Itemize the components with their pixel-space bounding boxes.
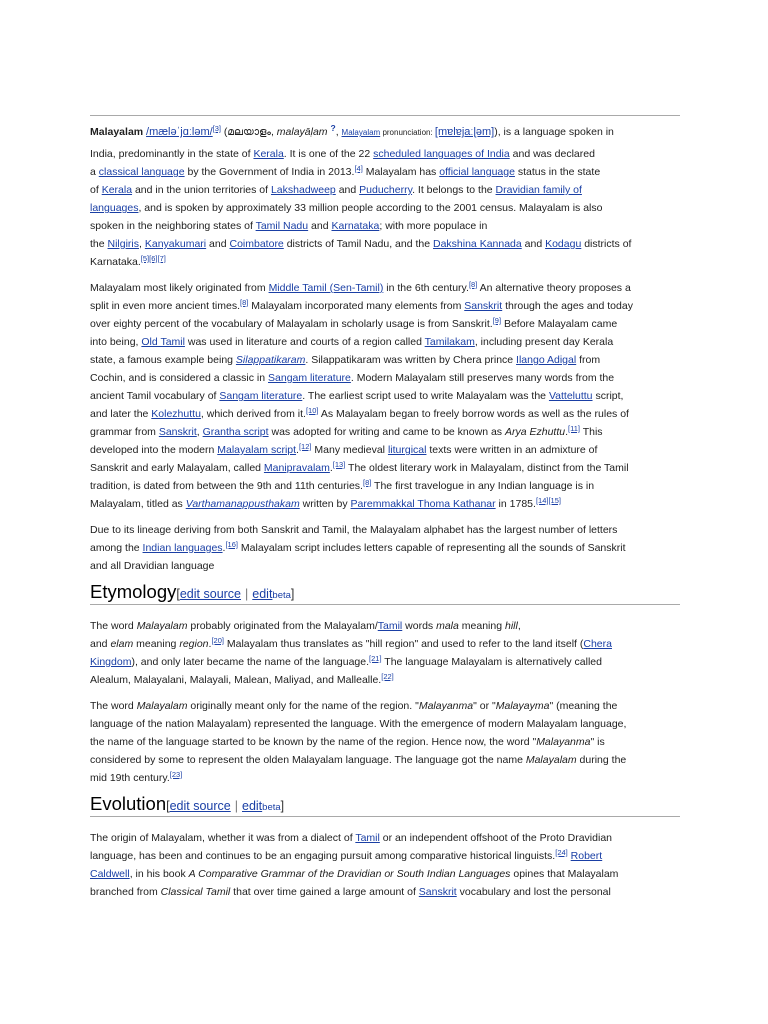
text-run: a [90, 166, 99, 178]
text-run: Alealum, Malayalani, Malayali, Malean, Maliyad, and Mallealle. [90, 674, 382, 686]
text-run: status in the state [514, 166, 601, 178]
text-run: texts were written in an admixture of [426, 444, 598, 456]
text-line [90, 521, 680, 539]
link-old-tamil[interactable]: Old Tamil [141, 336, 185, 348]
text-line [90, 181, 680, 199]
text-line [90, 847, 680, 865]
text-run: tradition, is dated from between the 9th and 11th centuries. [90, 480, 363, 492]
link-nilgiris[interactable]: Nilgiris [107, 238, 140, 250]
text-run: The language Malayalam is alternatively called [381, 656, 602, 668]
text-run: This [579, 426, 603, 438]
link-malayalam-script[interactable]: Malayalam script [217, 444, 297, 456]
text-line [90, 253, 680, 271]
citation-ref[interactable]: [3] [212, 124, 222, 133]
italic-text: malayāḷam [276, 126, 328, 138]
link-puducherry[interactable]: Puducherry [359, 184, 413, 196]
citation-ref[interactable]: [23] [169, 770, 183, 779]
link-ilango-adigal[interactable]: Ilango Adigal [516, 354, 577, 366]
text-run: . [222, 542, 226, 554]
text-line [90, 883, 680, 901]
link-tamil[interactable]: Tamil [377, 620, 403, 632]
text-run: script, [592, 390, 624, 402]
edit-separator: | [234, 799, 238, 813]
text-run: state, a famous example being [90, 354, 236, 366]
link-tamil[interactable]: Tamil [355, 832, 380, 844]
text-run: Malayalam has [362, 166, 440, 178]
paragraph [90, 829, 680, 901]
text-run: . Modern Malayalam still preserves many words from the [350, 372, 615, 384]
italic-text: Arya Ezhuttu [504, 426, 566, 438]
text-line [90, 405, 680, 423]
italic-text: Malayanma [536, 736, 591, 748]
text-run: ), is a language spoken in [494, 126, 614, 138]
paragraph [90, 697, 680, 787]
link-tamil-nadu[interactable]: Tamil Nadu [255, 220, 309, 232]
text-run: " or " [473, 700, 496, 712]
link-sangam-literature[interactable]: Sangam literature [219, 390, 303, 402]
citation-ref[interactable]: [11] [568, 424, 580, 433]
edit-separator: | [245, 587, 249, 601]
text-line [90, 387, 680, 405]
text-line [90, 459, 680, 477]
text-run: districts of [581, 238, 632, 250]
text-run: through the ages and today [502, 300, 633, 312]
text-run: Malayalam most likely originated from [90, 282, 269, 294]
text-run: and [90, 638, 111, 650]
edit-bracket-open: [ [166, 799, 170, 813]
text-run: that over time gained a large amount of [230, 886, 419, 898]
text-line [90, 751, 680, 769]
text-line [90, 715, 680, 733]
text-line [90, 495, 680, 513]
citation-ref[interactable]: [21] [369, 654, 382, 663]
italic-text: Classical Tamil [160, 886, 231, 898]
citation-ref[interactable]: [10] [305, 406, 319, 415]
text-run: grammar from [90, 426, 159, 438]
text-run: spoken in the neighboring states of [90, 220, 256, 232]
text-run: and later the [90, 408, 152, 420]
text-run: , which derived from it. [200, 408, 306, 420]
citation-ref[interactable]: [16] [225, 540, 238, 549]
text-line [90, 539, 680, 557]
text-line [90, 333, 680, 351]
text-run: developed into the modern [90, 444, 218, 456]
edit-source-link[interactable]: edit source [169, 799, 231, 813]
italic-text: Malayalam [525, 754, 577, 766]
text-run: India, predominantly in the state of [90, 148, 254, 160]
text-run: ; with more populace in [379, 220, 488, 232]
edit-bracket-close: ] [290, 587, 295, 601]
italic-text: A Comparative Grammar of the Dravidian or South Indian Languages [188, 868, 511, 880]
text-line [90, 769, 680, 787]
text-line [90, 217, 680, 235]
text-run: meaning [458, 620, 505, 632]
text-run: language of the nation Malayalam) represented the language. With the emergence of modern Malayalam language, [90, 718, 627, 730]
text-line [90, 829, 680, 847]
citation-ref[interactable]: [8] [239, 298, 249, 307]
text-run: Karnataka. [90, 256, 141, 268]
text-line [90, 477, 680, 495]
text-line [90, 145, 680, 163]
link-middle-tamil-sen-tamil[interactable]: Middle Tamil (Sen-Tamil) [268, 282, 384, 294]
link-sangam-literature[interactable]: Sangam literature [268, 372, 351, 384]
section-heading-etymology [90, 580, 680, 605]
citation-ref[interactable]: [8] [468, 280, 478, 289]
lead-section [90, 123, 680, 575]
citation-ref[interactable]: [9] [492, 316, 502, 325]
text-run: probably originated from the Malayalam/ [187, 620, 378, 632]
italic-text: Malayalam [136, 700, 188, 712]
bold-term: Malayalam [90, 126, 144, 138]
link-kerala[interactable]: Kerala [101, 184, 133, 196]
text-run: . It belongs to the [412, 184, 496, 196]
citation-ref[interactable]: [13] [332, 460, 346, 469]
link-kingdom[interactable]: Kingdom [90, 656, 132, 668]
text-run: in the 6th century. [383, 282, 469, 294]
text-run: by the Government of India in 2013. [184, 166, 355, 178]
text-run: As Malayalam began to freely borrow words as well as the rules of [318, 408, 629, 420]
edit-bracket-close: ] [280, 799, 285, 813]
text-line [90, 123, 680, 141]
text-run: or an independent offshoot of the Proto Dravidian [379, 832, 612, 844]
etymology-section [90, 617, 680, 787]
paragraph [90, 521, 680, 575]
text-line [90, 351, 680, 369]
citation-ref[interactable]: [12] [298, 442, 312, 451]
citation-ref[interactable]: [14] [535, 496, 549, 505]
text-line [90, 865, 680, 883]
text-run: . [329, 462, 333, 474]
edit-bracket-open: [ [176, 587, 180, 601]
text-line [90, 617, 680, 635]
edit-source-link[interactable]: edit source [179, 587, 242, 601]
text-run: and was declared [509, 148, 595, 160]
text-run: . Silappatikaram was written by Chera prince [305, 354, 517, 366]
text-run: . [296, 444, 299, 456]
text-run: of [90, 184, 102, 196]
text-run: words [402, 620, 437, 632]
link-dravidian-family-of[interactable]: Dravidian family of [495, 184, 582, 196]
ipa-pronunciation-link[interactable]: [mɐlɐjaːɭəm] [434, 126, 495, 138]
link-tamilakam[interactable]: Tamilakam [424, 336, 475, 348]
text-run: " is [590, 736, 605, 748]
italic-text: mala [436, 620, 459, 632]
text-run: , [517, 620, 521, 632]
link-manipravalam[interactable]: Manipravalam [263, 462, 330, 474]
text-line [90, 423, 680, 441]
text-run: into being, [90, 336, 142, 348]
text-run: was adopted for writing and came to be known as [268, 426, 505, 438]
text-run: districts of Tamil Nadu, and the [283, 238, 433, 250]
text-line [90, 653, 680, 671]
text-line [90, 297, 680, 315]
text-run: branched from [90, 886, 161, 898]
text-run: " (meaning the [549, 700, 618, 712]
text-run: Sanskrit and early Malayalam, called [90, 462, 264, 474]
text-run: . [208, 638, 212, 650]
link-kerala[interactable]: Kerala [253, 148, 284, 160]
italic-text: Malayayma [495, 700, 550, 712]
citation-ref[interactable]: [8] [362, 478, 372, 487]
text-run: and [308, 220, 332, 232]
section-title: Etymology [90, 581, 177, 602]
text-run: and [521, 238, 546, 250]
link-kodagu[interactable]: Kodagu [545, 238, 582, 250]
link-scheduled-languages-of-india[interactable]: scheduled languages of India [373, 148, 510, 160]
text-run: , [196, 426, 203, 438]
text-run: , [139, 238, 145, 250]
small-text: pronunciation: [380, 128, 435, 137]
text-run: The word [90, 700, 137, 712]
text-run: considered by some to represent the olden Malayalam language. The language got the name [90, 754, 526, 766]
link-coimbatore[interactable]: Coimbatore [229, 238, 284, 250]
text-run: ), and only later became the name of the language. [131, 656, 370, 668]
text-run: Cochin, and is considered a classic in [90, 372, 269, 384]
text-line [90, 163, 680, 181]
link-sanskrit[interactable]: Sanskrit [418, 886, 457, 898]
citation-ref[interactable]: [5] [140, 254, 150, 263]
link-karnataka[interactable]: Karnataka [331, 220, 380, 232]
edit-links [166, 799, 284, 813]
text-run: The oldest literary work in Malayalam, distinct from the Tamil [345, 462, 629, 474]
italic-text: Malayanma [418, 700, 474, 712]
text-run: the name of the language started to be known by the name of the region. Hence now, the word " [90, 736, 537, 748]
text-line [90, 315, 680, 333]
citation-ref[interactable]: [7] [157, 254, 166, 263]
italic-text: hill [504, 620, 518, 632]
link-classical-language[interactable]: classical language [98, 166, 185, 178]
citation-ref[interactable]: [15] [548, 496, 561, 505]
text-line [90, 697, 680, 715]
text-run: ancient Tamil vocabulary of [90, 390, 220, 402]
edit-beta-label[interactable]: beta [262, 802, 281, 813]
citation-ref[interactable]: [22] [381, 672, 394, 681]
edit-link[interactable]: edit [242, 799, 263, 813]
text-run: , in his book [129, 868, 189, 880]
citation-ref[interactable]: [24] [555, 848, 568, 857]
link-grantha-script[interactable]: Grantha script [202, 426, 269, 438]
italic-text: Malayalam [136, 620, 188, 632]
text-run: Malayalam, titled as [90, 498, 186, 510]
text-run: from [576, 354, 601, 366]
text-run: The origin of Malayalam, whether it was from a dialect of [90, 832, 356, 844]
text-line [90, 441, 680, 459]
link-chera[interactable]: Chera [583, 638, 612, 650]
section-title: Evolution [90, 793, 167, 814]
link-liturgical[interactable]: liturgical [387, 444, 427, 456]
text-run: (മലയാളം, [221, 126, 277, 138]
text-run: split in even more ancient times. [90, 300, 240, 312]
citation-ref[interactable]: [4] [354, 164, 363, 173]
text-line [90, 279, 680, 297]
text-run: The first travelogue in any Indian language is in [371, 480, 595, 492]
text-run: Before Malayalam came [501, 318, 618, 330]
text-run: Malayalam thus translates as "hill region" and used to refer to the land itself ( [223, 638, 584, 650]
text-run: Malayalam incorporated many elements from [248, 300, 465, 312]
paragraph [90, 279, 680, 513]
text-run: among the [90, 542, 143, 554]
text-run: An alternative theory proposes a [477, 282, 631, 294]
link-sanskrit[interactable]: Sanskrit [464, 300, 503, 312]
link-dakshina-kannada[interactable]: Dakshina Kannada [433, 238, 522, 250]
link-indian-languages[interactable]: Indian languages [142, 542, 223, 554]
edit-link[interactable]: edit [252, 587, 273, 601]
link-kanyakumari[interactable]: Kanyakumari [144, 238, 207, 250]
text-run: originally meant only for the name of the region. " [187, 700, 419, 712]
link-malayalam[interactable]: Malayalam [341, 128, 381, 137]
text-run: in 1785. [495, 498, 536, 510]
link-paremmakkal-thoma-kathanar[interactable]: Paremmakkal Thoma Kathanar [350, 498, 496, 510]
text-run: the [90, 238, 108, 250]
text-run: Malayalam script includes letters capable of representing all the sounds of Sanskrit [237, 542, 626, 554]
evolution-section [90, 829, 680, 901]
article-body [90, 115, 680, 901]
text-run: and in the union territories of [132, 184, 271, 196]
link-languages[interactable]: languages [90, 202, 139, 214]
text-line [90, 671, 680, 689]
text-run: . [565, 426, 569, 438]
text-run: vocabulary and lost the personal [456, 886, 611, 898]
text-run: and [335, 184, 360, 196]
link-official-language[interactable]: official language [439, 166, 515, 178]
text-run: . The earliest script used to write Malayalam was the [302, 390, 549, 402]
citation-ref[interactable]: [20] [211, 636, 224, 645]
text-run: , including present day Kerala [474, 336, 614, 348]
text-run: mid 19th century. [90, 772, 170, 784]
text-run: language, has been and continues to be an engaging pursuit among comparative historical linguists. [90, 850, 556, 862]
link-vatteluttu[interactable]: Vatteluttu [548, 390, 593, 402]
section-heading-evolution [90, 792, 680, 817]
text-run: The word [90, 620, 137, 632]
listen-audio-link[interactable]: ? [330, 123, 336, 133]
link-caldwell[interactable]: Caldwell [90, 868, 130, 880]
text-run: over eighty percent of the vocabulary of Malayalam in scholarly usage is from Sanskrit. [90, 318, 493, 330]
ipa-pronunciation-link[interactable]: /mæləˈjɑːləm/ [146, 126, 213, 138]
text-run: written by [299, 498, 351, 510]
paragraph [90, 617, 680, 689]
text-run: , [335, 126, 342, 138]
text-line [90, 235, 680, 253]
text-run: during the [576, 754, 627, 766]
link-robert[interactable]: Robert [570, 850, 603, 862]
italic-text: region [179, 638, 209, 650]
citation-ref[interactable]: [6] [149, 254, 158, 263]
text-line [90, 199, 680, 217]
edit-beta-label[interactable]: beta [272, 590, 291, 601]
text-line [90, 369, 680, 387]
text-run: was used in literature and courts of a region called [184, 336, 425, 348]
text-line [90, 557, 680, 575]
link-varthamanappusthakam[interactable]: Varthamanappusthakam [185, 498, 300, 510]
text-run: and [206, 238, 230, 250]
paragraph [90, 123, 680, 271]
text-run: opines that Malayalam [510, 868, 619, 880]
text-run: Due to its lineage deriving from both Sanskrit and Tamil, the Malayalam alphabet has the largest number of letters [90, 524, 618, 536]
text-line [90, 733, 680, 751]
text-run: and all Dravidian language [90, 560, 215, 572]
link-kolezhuttu[interactable]: Kolezhuttu [151, 408, 201, 420]
link-lakshadweep[interactable]: Lakshadweep [270, 184, 336, 196]
link-silappatikaram[interactable]: Silappatikaram [235, 354, 306, 366]
text-run: Many medieval [311, 444, 388, 456]
italic-text: elam [110, 638, 134, 650]
text-line [90, 635, 680, 653]
text-run: . It is one of the 22 [283, 148, 374, 160]
text-run: , and is spoken by approximately 33 million people according to the 2001 census. Malayalam is also [138, 202, 603, 214]
edit-links [176, 587, 294, 601]
text-run: meaning [133, 638, 180, 650]
link-sanskrit[interactable]: Sanskrit [158, 426, 197, 438]
